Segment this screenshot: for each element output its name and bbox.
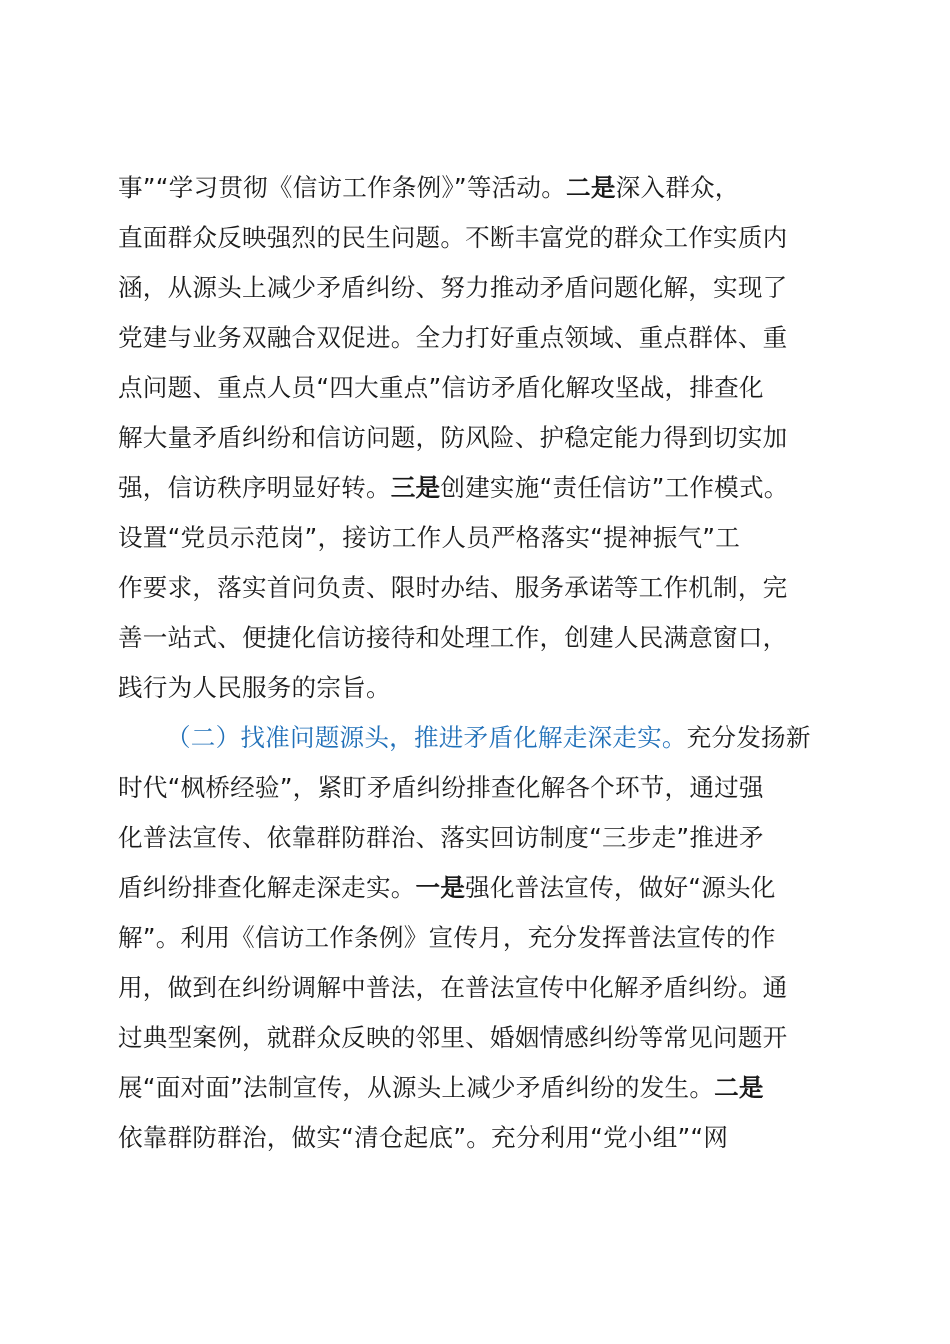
bold-marker: 二是 (714, 1073, 764, 1102)
text-segment: 化普法宣传、依靠群防群治、落实回访制度“三步走”推进矛 (118, 823, 764, 852)
text-line (118, 713, 838, 763)
text-line (118, 1113, 838, 1163)
text-line (118, 913, 838, 963)
text-segment: 党建与业务双融合双促进。全力打好重点领域、重点群体、重 (118, 323, 788, 352)
bold-marker: 二是 (566, 173, 616, 202)
section-heading: （二）找准问题源头，推进矛盾化解走深走实。 (166, 723, 687, 752)
document-body (118, 163, 838, 1163)
text-line (118, 1013, 838, 1063)
text-line (118, 563, 838, 613)
text-segment: 创建实施“责任信访”工作模式。 (440, 473, 789, 502)
text-segment: 用，做到在纠纷调解中普法，在普法宣传中化解矛盾纠纷。通 (118, 973, 788, 1002)
text-segment: 解大量矛盾纠纷和信访问题，防风险、护稳定能力得到切实加 (118, 423, 788, 452)
text-segment: 依靠群防群治，做实“清仓起底”。充分利用“党小组”“网 (118, 1123, 729, 1152)
text-line (118, 463, 838, 513)
text-line (118, 313, 838, 363)
text-segment: 作要求，落实首问负责、限时办结、服务承诺等工作机制，完 (118, 573, 788, 602)
text-segment: 过典型案例，就群众反映的邻里、婚姻情感纠纷等常见问题开 (118, 1023, 788, 1052)
text-line (118, 513, 838, 563)
text-line (118, 213, 838, 263)
text-line (118, 413, 838, 463)
text-line (118, 813, 838, 863)
text-segment: 时代“枫桥经验”，紧盯矛盾纠纷排查化解各个环节，通过强 (118, 773, 764, 802)
text-segment: 盾纠纷排查化解走深走实。 (118, 873, 416, 902)
text-segment: 直面群众反映强烈的民生问题。不断丰富党的群众工作实质内 (118, 223, 788, 252)
text-segment: 事”“学习贯彻《信访工作条例》”等活动。 (118, 173, 567, 202)
text-segment: 点问题、重点人员“四大重点”信访矛盾化解攻坚战，排查化 (118, 373, 764, 402)
text-line (118, 163, 838, 213)
text-segment: 善一站式、便捷化信访接待和处理工作，创建人民满意窗口， (118, 623, 788, 652)
text-segment: 展“面对面”法制宣传，从源头上减少矛盾纠纷的发生。 (118, 1073, 715, 1102)
text-segment: 深入群众， (615, 173, 740, 202)
bold-marker: 三是 (390, 473, 441, 502)
text-line (118, 363, 838, 413)
text-segment: 践行为人民服务的宗旨。 (118, 673, 391, 702)
text-line (118, 963, 838, 1013)
text-segment: 强化普法宣传，做好“源头化 (465, 873, 776, 902)
text-line (118, 763, 838, 813)
text-segment: 充分发扬新 (686, 723, 811, 752)
text-line (118, 263, 838, 313)
text-segment: 解”。利用《信访工作条例》宣传月，充分发挥普法宣传的作 (118, 923, 776, 952)
text-segment: 强，信访秩序明显好转。 (118, 473, 391, 502)
bold-marker: 一是 (415, 873, 466, 902)
text-line (118, 863, 838, 913)
text-segment: 设置“党员示范岗”，接访工作人员严格落实“提神振气”工 (118, 523, 741, 552)
text-segment: 涵，从源头上减少矛盾纠纷、努力推动矛盾问题化解，实现了 (118, 273, 788, 302)
text-line (118, 613, 838, 663)
text-line (118, 1063, 838, 1113)
text-line (118, 663, 838, 713)
